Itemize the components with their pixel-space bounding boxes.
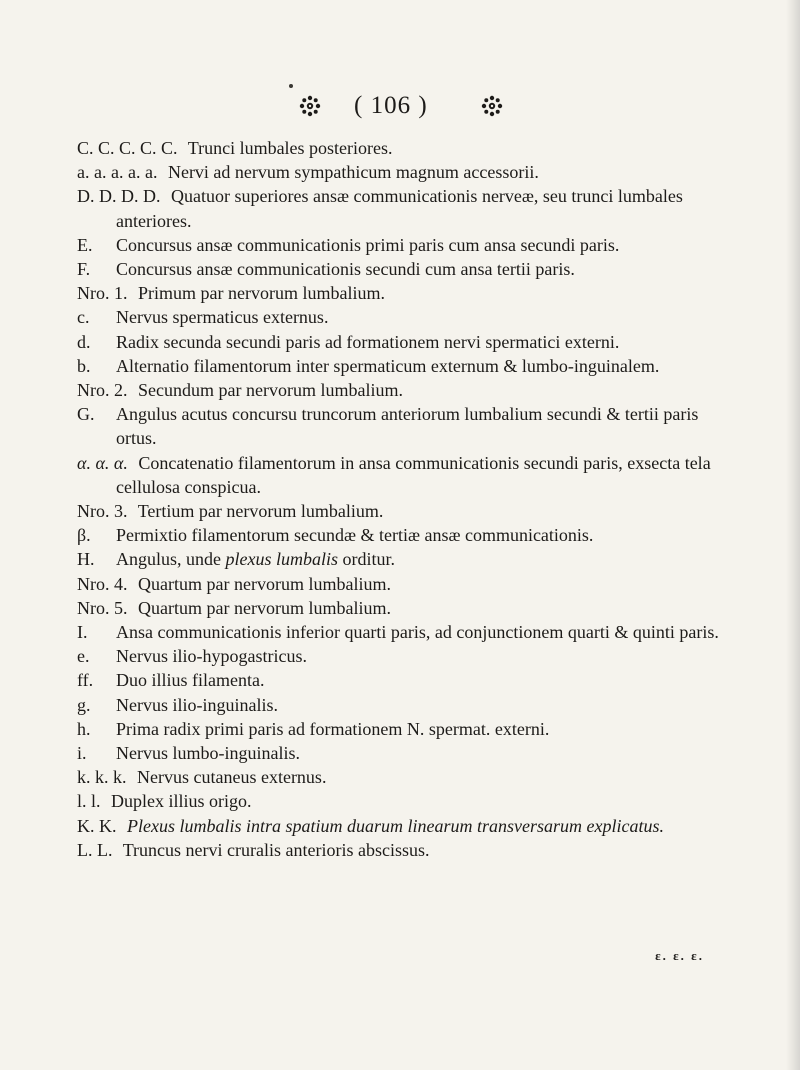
entry-text: Trunci lumbales posteriores. (187, 138, 393, 158)
legend-entry (77, 233, 737, 257)
entry-text: Nervus spermaticus externus. (116, 307, 329, 328)
entry-text: Angulus acutus concursu truncorum anteriorum lumbalium secundi & tertii paris ortus. (116, 404, 699, 449)
legend-entry (77, 644, 737, 668)
page-number: ( 106 ) (354, 92, 428, 119)
entry-text: Nervus cutaneus externus. (137, 767, 327, 788)
legend-entry (77, 741, 737, 765)
legend-list (77, 136, 737, 862)
entry-label: Nro. 2. (77, 380, 128, 401)
entry-text-italic: plexus lumbalis (225, 549, 338, 570)
entry-text: Quartum par nervorum lumbalium. (138, 597, 391, 618)
legend-entry (77, 596, 737, 620)
page-header (0, 92, 800, 126)
entry-text: Concursus ansæ communicationis primi paris cum ansa secundi paris. (116, 234, 620, 255)
legend-entry (77, 765, 737, 789)
legend-entry (77, 257, 737, 281)
entry-label: G. (77, 404, 95, 425)
entry-text: Nervi ad nervum sympathicum magnum accessorii. (167, 162, 539, 183)
entry-label: α. α. α. (77, 452, 128, 473)
legend-entry (77, 402, 737, 450)
entry-label: E. (77, 234, 93, 255)
entry-label: g. (77, 694, 91, 715)
entry-label: K. K. (77, 815, 117, 836)
entry-label: C. C. C. C. C. (77, 138, 178, 158)
ink-dot (289, 84, 293, 88)
entry-label: F. (77, 259, 91, 280)
entry-text: Nervus lumbo-inguinalis. (116, 743, 300, 764)
entry-label: ff. (77, 670, 94, 691)
scan-edge-shadow (786, 0, 800, 1070)
entry-label: l. l. (77, 791, 101, 812)
legend-entry (77, 838, 737, 862)
entry-label: c. (77, 307, 90, 328)
entry-text: Concursus ansæ communicationis secundi cum ansa tertii paris. (116, 259, 575, 280)
rosette-ornament-icon (298, 94, 322, 118)
entry-text: Duplex illius origo. (111, 791, 252, 812)
entry-label: β. (77, 525, 91, 546)
entry-text: Prima radix primi paris ad formationem N. spermat. externi. (116, 718, 550, 739)
entry-text: Duo illius filamenta. (116, 670, 265, 691)
legend-entry (77, 184, 737, 232)
legend-entry (77, 160, 737, 184)
entry-text: Ansa communicationis inferior quarti paris, ad conjunctionem quarti & quinti paris. (116, 622, 719, 643)
legend-entry (77, 668, 737, 692)
entry-text-after: orditur. (338, 549, 395, 570)
entry-label: k. k. k. (77, 767, 127, 788)
legend-entry (77, 814, 737, 838)
entry-text-before: Angulus, unde (116, 549, 226, 570)
legend-entry (77, 499, 737, 523)
legend-entry (77, 451, 737, 499)
rosette-ornament-icon (480, 94, 504, 118)
legend-entry (77, 572, 737, 596)
entry-text: Concatenatio filamentorum in ansa communicationis secundi paris, exsecta tela cellulosa conspicua. (116, 452, 711, 497)
entry-label: Nro. 3. (77, 501, 128, 522)
entry-text: Primum par nervorum lumbalium. (138, 283, 385, 304)
entry-text: Tertium par nervorum lumbalium. (137, 501, 384, 522)
entry-text: Radix secunda secundi paris ad formationem nervi spermatici externi. (116, 331, 620, 352)
entry-label: L. L. (77, 839, 113, 860)
entry-text: Permixtio filamentorum secundæ & tertiæ ansæ communicationis. (116, 525, 594, 546)
entry-text: Nervus ilio-inguinalis. (116, 694, 278, 715)
entry-text: Nervus ilio-hypogastricus. (116, 646, 307, 667)
entry-label: D. D. D. D. (77, 186, 161, 207)
entry-text: Alternatio filamentorum inter spermaticum externum & lumbo-inguinalem. (116, 355, 660, 376)
legend-entry (77, 789, 737, 813)
legend-entry (77, 281, 737, 305)
legend-entry (77, 547, 737, 571)
entry-text-italic: Plexus lumbalis intra spatium duarum linearum transversarum explicatus. (127, 815, 664, 836)
entry-label: d. (77, 331, 91, 352)
legend-entry (77, 136, 737, 160)
legend-entry (77, 330, 737, 354)
legend-entry (77, 620, 737, 644)
legend-entry (77, 378, 737, 402)
entry-text: Quatuor superiores ansæ communicationis nerveæ, seu trunci lumbales anteriores. (116, 186, 683, 231)
entry-label: Nro. 1. (77, 283, 128, 304)
entry-label: H. (77, 549, 95, 570)
entry-label: I. (77, 622, 88, 643)
entry-text (116, 549, 395, 569)
entry-text: Secundum par nervorum lumbalium. (138, 380, 403, 401)
legend-entry (77, 693, 737, 717)
entry-label: a. a. a. a. a. (77, 162, 158, 183)
entry-label: i. (77, 743, 87, 764)
legend-entry (77, 354, 737, 378)
entry-label: b. (77, 355, 91, 376)
entry-text: Quartum par nervorum lumbalium. (138, 573, 391, 594)
entry-label: Nro. 4. (77, 573, 128, 594)
catchword: ε. ε. ε. (655, 948, 704, 963)
legend-entry (77, 523, 737, 547)
entry-text: Truncus nervi cruralis anterioris abscissus. (122, 839, 430, 860)
legend-entry (77, 305, 737, 329)
entry-label: h. (77, 718, 91, 739)
entry-label: Nro. 5. (77, 597, 128, 618)
entry-label: e. (77, 646, 90, 667)
legend-entry (77, 717, 737, 741)
